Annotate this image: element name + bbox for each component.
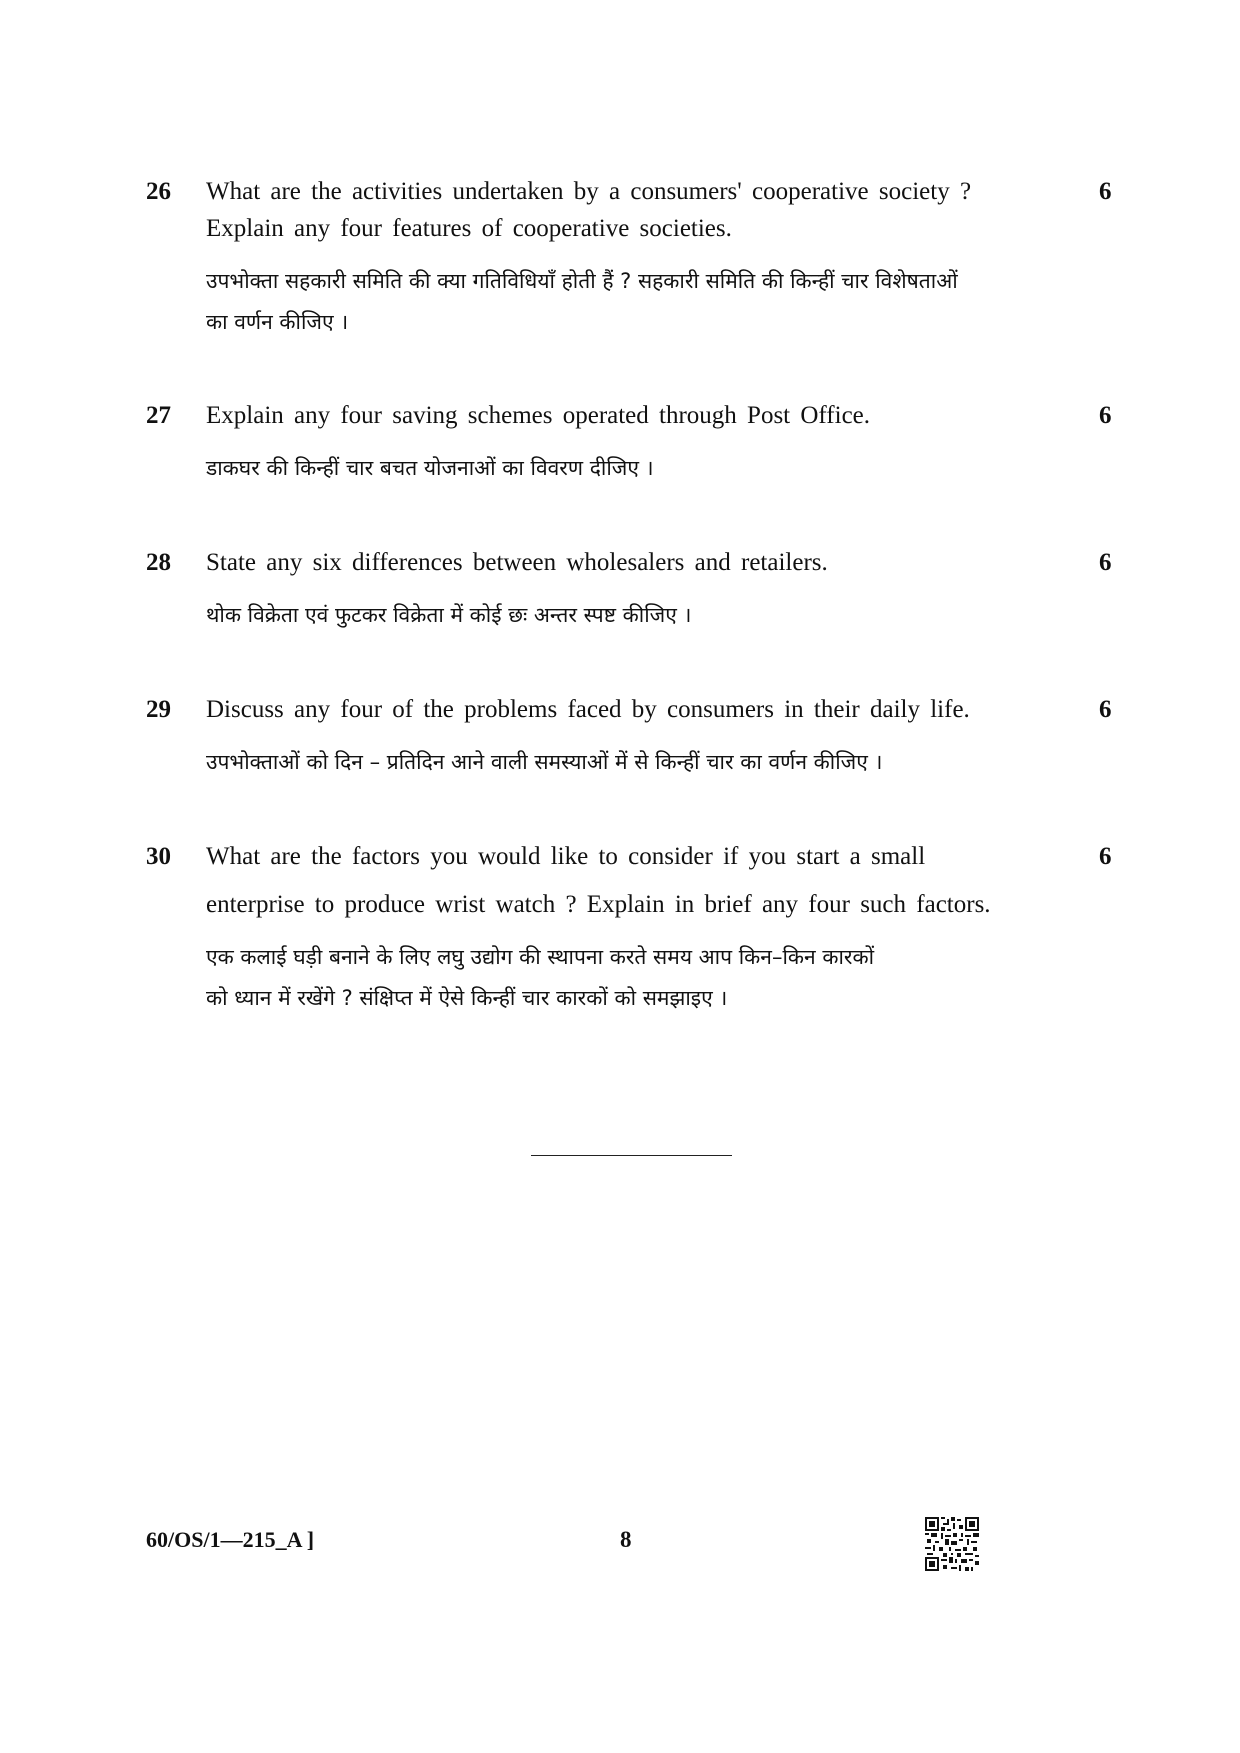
question-marks: 6 xyxy=(1099,696,1112,723)
question-number: 29 xyxy=(146,696,171,723)
qr-code-icon xyxy=(925,1517,979,1571)
question-text-hindi: का वर्णन कीजिए । xyxy=(206,310,349,334)
question-marks: 6 xyxy=(1099,549,1112,576)
page-number: 8 xyxy=(620,1527,632,1552)
question-text-english: enterprise to produce wrist watch ? Explain in brief any four such factors. xyxy=(206,891,991,918)
question-text-english: Explain any four saving schemes operated through Post Office. xyxy=(206,402,871,429)
question-text-english: Discuss any four of the problems faced by consumers in their daily life. xyxy=(206,696,970,723)
question-marks: 6 xyxy=(1099,402,1112,429)
question-text-hindi: एक कलाई घड़ी बनाने के लिए लघु उद्योग की स्थापना करते समय आप किन–किन कारकों xyxy=(206,945,875,969)
question-text-hindi: को ध्यान में रखेंगे ? संक्षिप्त में ऐसे किन्हीं चार कारकों को समझाइए । xyxy=(206,986,728,1010)
question-text-english: State any six differences between wholesalers and retailers. xyxy=(206,549,828,576)
question-text-hindi: थोक विक्रेता एवं फुटकर विक्रेता में कोई छः अन्तर स्पष्ट कीजिए । xyxy=(206,603,692,627)
end-of-paper-divider xyxy=(531,1155,732,1156)
question-number: 30 xyxy=(146,843,171,870)
question-number: 28 xyxy=(146,549,171,576)
question-text-hindi: उपभोक्ता सहकारी समिति की क्या गतिविधियाँ होती हैं ? सहकारी समिति की किन्हीं चार विशेषताओं xyxy=(206,269,958,293)
question-text-hindi: उपभोक्ताओं को दिन – प्रतिदिन आने वाली समस्याओं में से किन्हीं चार का वर्णन कीजिए । xyxy=(206,750,883,774)
paper-code: 60/OS/1—215_A ] xyxy=(146,1527,315,1552)
question-number: 26 xyxy=(146,178,171,205)
question-text-english: What are the activities undertaken by a consumers' cooperative society ? xyxy=(206,178,972,205)
question-marks: 6 xyxy=(1099,178,1112,205)
question-number: 27 xyxy=(146,402,171,429)
question-marks: 6 xyxy=(1099,843,1112,870)
question-text-english: Explain any four features of cooperative societies. xyxy=(206,215,732,242)
question-text-hindi: डाकघर की किन्हीं चार बचत योजनाओं का विवरण दीजिए । xyxy=(206,456,654,480)
question-text-english: What are the factors you would like to consider if you start a small xyxy=(206,843,926,870)
